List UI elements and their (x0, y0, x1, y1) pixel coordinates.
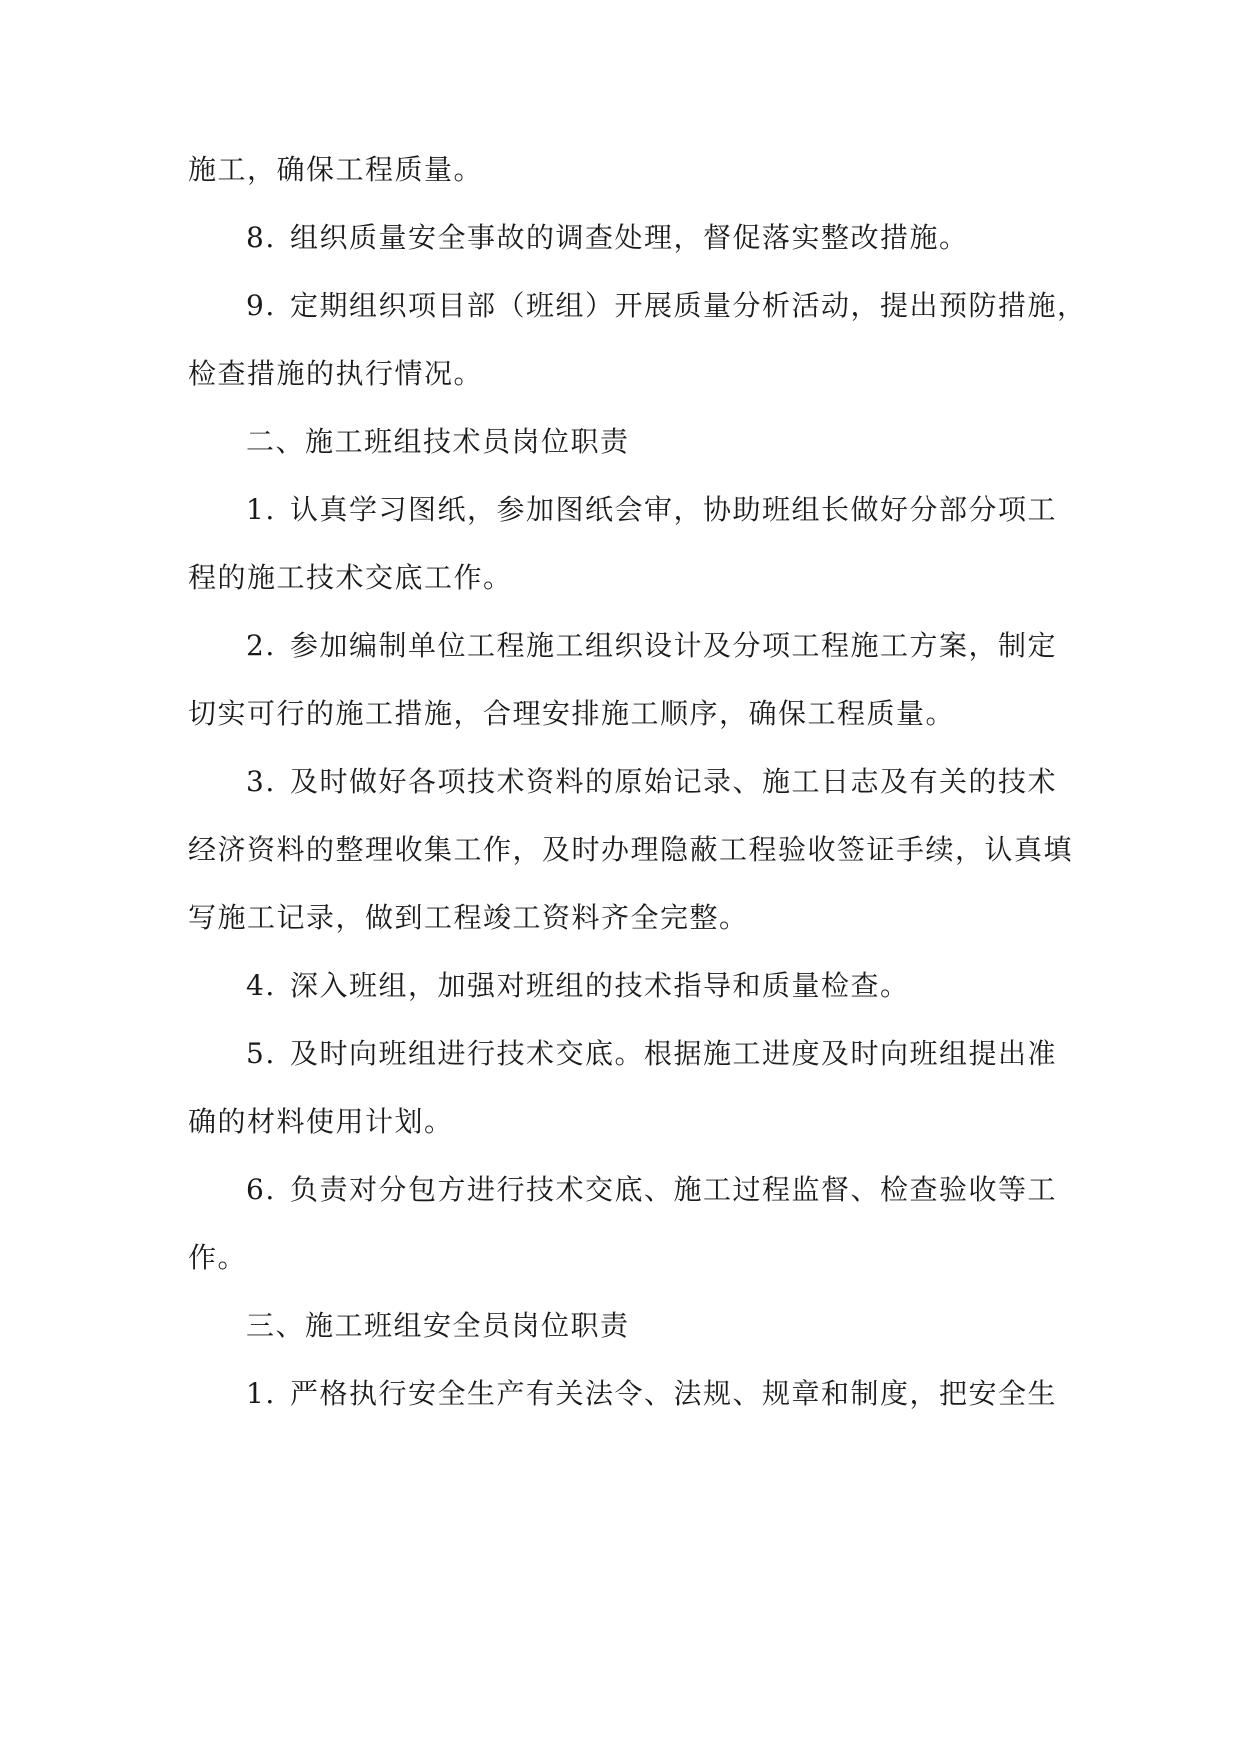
paragraph-line: 确的材料使用计划。 (188, 1105, 454, 1138)
list-number: 1. (246, 1377, 276, 1410)
list-item-text: 深入班组，加强对班组的技术指导和质量检查。 (290, 969, 910, 1002)
list-item-1 (246, 490, 1068, 530)
list-item-9 (246, 286, 1087, 326)
list-item-text: 组织质量安全事故的调查处理，督促落实整改措施。 (290, 221, 969, 254)
paragraph-line: 切实可行的施工措施，合理安排施工顺序，确保工程质量。 (188, 697, 956, 730)
list-number: 2. (246, 629, 276, 662)
list-item-text: 负责对分包方进行技术交底、施工过程监督、检查验收等工 (290, 1173, 1058, 1206)
list-item-text: 认真学习图纸，参加图纸会审，协助班组长做好分部分项工 (290, 493, 1058, 526)
list-number: 9. (246, 289, 276, 322)
list-item-text: 参加编制单位工程施工组织设计及分项工程施工方案，制定 (290, 629, 1058, 662)
paragraph-line: 程的施工技术交底工作。 (188, 561, 513, 594)
list-item-8 (246, 218, 1068, 258)
list-number: 4. (246, 969, 276, 1002)
section-heading-3: 三、施工班组安全员岗位职责 (246, 1309, 630, 1342)
list-item-text: 及时做好各项技术资料的原始记录、施工日志及有关的技术 (290, 765, 1058, 798)
list-item-text: 及时向班组进行技术交底。根据施工进度及时向班组提出准 (290, 1037, 1058, 1070)
paragraph-line: 施工，确保工程质量。 (188, 153, 484, 186)
paragraph-line: 检查措施的执行情况。 (188, 357, 484, 390)
paragraph-line: 经济资料的整理收集工作，及时办理隐蔽工程验收签证手续，认真填 (188, 833, 1074, 866)
list-item-text: 定期组织项目部（班组）开展质量分析活动，提出预防措施， (290, 289, 1087, 322)
list-item-5 (246, 1034, 1068, 1074)
list-number: 5. (246, 1037, 276, 1070)
paragraph-line: 写施工记录，做到工程竣工资料齐全完整。 (188, 901, 749, 934)
list-number: 3. (246, 765, 276, 798)
list-item-6 (246, 1170, 1068, 1210)
list-number: 8. (246, 221, 276, 254)
list-item-text: 严格执行安全生产有关法令、法规、规章和制度，把安全生 (290, 1377, 1058, 1410)
list-item-3 (246, 762, 1068, 802)
paragraph-line: 作。 (188, 1241, 248, 1274)
list-item-4 (246, 966, 1068, 1006)
list-item-1 (246, 1374, 1068, 1414)
list-number: 1. (246, 493, 276, 526)
list-item-2 (246, 626, 1068, 666)
list-number: 6. (246, 1173, 276, 1206)
section-heading-2: 二、施工班组技术员岗位职责 (246, 425, 630, 458)
